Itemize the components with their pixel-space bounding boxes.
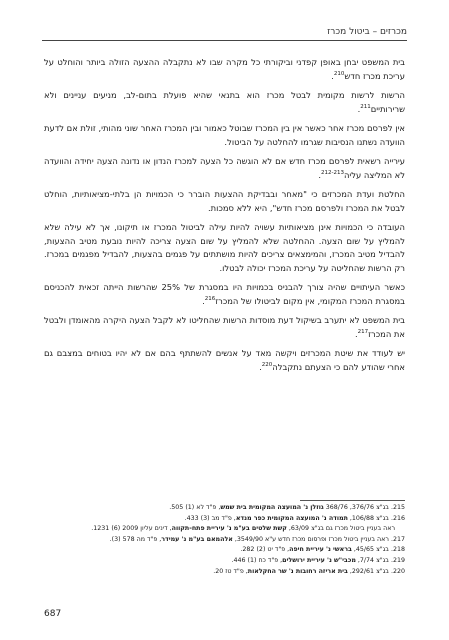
- paragraph: עירייה רשאית לפרסם מכרז חדש אם לא הוגשה כל הצעה למכרז הנדון או נדונה הצעה יחידה והוועדה לא המליצה עליה$^{212-213}$.: [44, 156, 405, 180]
- paragraph: בית המשפט לא יתערב בשיקול דעת מוסדות הרשות שהחליטו לא לקבל הצעה היקרה מהאומדן ולבטל את המכרז$^{217}$.: [44, 315, 405, 339]
- paragraph: יש לעודד את שיטת המכרזים ויקשה מאד על אנשים להשתתף בהם אם לא יהיו בטוחים במצבם גם אחרי שהודע להם כי הצעתם נתקבלה$^{220}$.: [44, 348, 405, 372]
- footnote-separator: [300, 500, 405, 501]
- main-text: [44, 56, 405, 380]
- running-header: מכרזים – ביטול מכרז: [42, 27, 407, 41]
- paragraph: בית המשפט יבחן באופן קפדני וביקורתי כל מקרה שבו לא נתקבלה ההצעה הזולה ביותר והוחלט על עריכת מכרז חדש$^{210}$.: [44, 57, 405, 81]
- paragraph: אין לפרסם מכרז אחר כאשר אין בין המכרז שבוטל כאמור ובין המכרז האחר שוני מהותי, זולת אם לדעת הוועדה נשתנו הנסיבות שגרמו להחלטה על הביטול.: [44, 123, 405, 147]
- page-number: 687: [44, 609, 62, 619]
- footnote: 215. בג"צ 376/76, 368/76 גוזלן נ' המועצה המקומית בית שמש, פ"ד לא (1) 505.: [169, 504, 405, 511]
- footnote: ראה בעניין ביטול מכרז גם בג"צ 63/09, קשת שלטים בע"מ נ' עיריית פתח-תקווה, דינים עליון 2009 (6) 1231.: [91, 525, 395, 533]
- paragraph: כאשר העיתויים שהיה צורך להבניס בכמויות היו במסגרת של 25% שהרשות הייתה זכאית להכניסם במסגרת המכרז המקומי, אין מקום לביטולו של המכרז$^{216}$.: [44, 282, 405, 306]
- paragraph: העובדה כי הכמויות אינן מציאותיות עשויה להיות עילה לביטול המכרז או תיקונו, אך לא עילה שלא להמליץ על שום הצעה. ההחלטה שלא להמליץ על שום הצעה צריכה להיות נובעת מטיב ההצעות, להבדיל מטיב המכרז, והמימצאים צריכים להיות מושתתים על פגמים בהצעות, להבדיל מפגמים במכרז. רק הרשות שהחליטה על עריכת המכרז יכולה לבטלו.: [44, 222, 405, 273]
- footnote: 216. בג"צ 106/88, תמודה נ' המועצה המקומית כפר מנדא, פ"ד מב (3) 433.: [184, 514, 405, 522]
- paragraph: הרשות לרשות מקומית לבטל מכרז הוא בתנאי שהיא פועלת בתום-לב, מניעים עניינים ולא שרירותיים$^{211}$.: [44, 90, 405, 114]
- paragraph: החלטת ועדת המכרזים כי "מאחר ובבדיקת ההצעות הוברר כי הכמויות הן בלתי-מציאותיות, הוחלט לבטל את המכרז ולפרסם מכרז חדש", היא ללא סמכות.: [44, 189, 405, 213]
- footnote: 219. בג"צ 7/74, מכבי"ש נ' עיריית ירושלים, פ"ד כח (1) 446.: [231, 556, 405, 564]
- footnotes: [44, 503, 405, 577]
- footnote: 220. בג"צ 292/61, בית אריזה רחובות נ' שר החקלאות, פ"ד טז 20.: [213, 567, 405, 575]
- footnote: 217. ראה בעניין ביטול מכרז ופרסום מכרז חדש ע"א 3549/90, אלהמאם בע"מ נ' עמידר, פ"ד מה 578 (3).: [109, 535, 405, 543]
- footnote: 218. בג"צ 45/65, בראשי נ' עיריית חיפה, פ"ד יט (2) 282.: [240, 546, 405, 554]
